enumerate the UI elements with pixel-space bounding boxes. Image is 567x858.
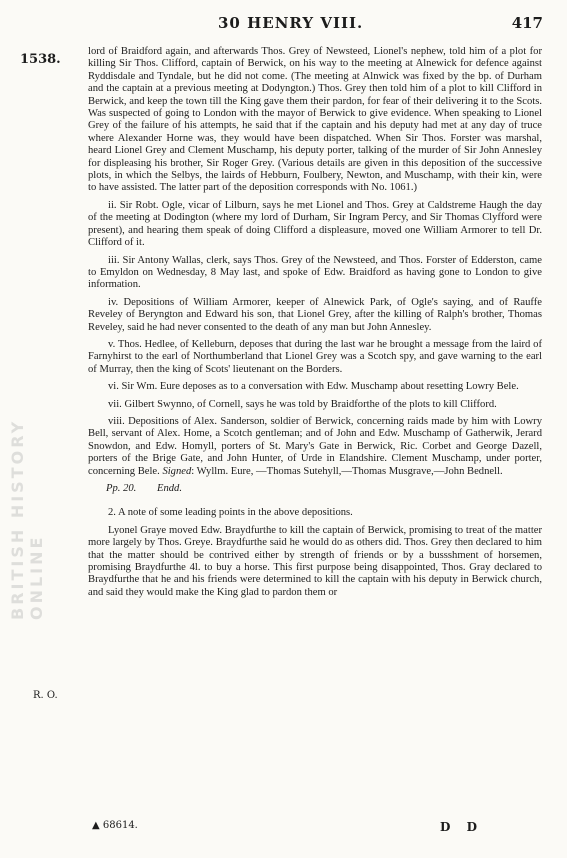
paragraph-1: lord of Braidford again, and afterwards Thos. Grey of Newsteed, Lionel's nephew, told him of a plot for killing Sir Thos. Clifford, captain of Berwick, on his way to the meeting at Alnewick for defence against Ryddisdale and Tyndale, but he did not come. (The meeting at Alnwick was fixed by the bp. of Durham and the captain at a previous meeting at Dodyngton.) Thos. Grey then told him of a plot to kill Clifford in Berwick, and keep the town till the King gave them their pardon, for fear of their delivering it to the Scots. Was suspected of going to London with the mayor of Berwick to give evidence. When speaking to Lionel Grey of the failure of his attempts, he said that if the captain and his deputy had met at any day of truce where Alexander Horne was, they would have been dispatched. When Sir Thos. Forster was marshal, heard Lionel Grey and Clement Muschamp, his deputy porter, talking of the murder of Sir John Annesley for displeasing his brother, Sir Roger Grey. (Various details are given in this deposition of the successive plots, in which the Selbys, the lairds of Hebburn, Foulbery, Newton, and Muschamp, with their kin, were to have assisted. The latter part of the deposition corresponds with No. 1061.) — [88, 46, 542, 194]
paragraph-iv: iv. Depositions of William Armorer, keeper of Alnewick Park, of Ogle's saying, and of Rauffe Reveley of Beryngton and Edward his son, that Lionel Grey, after the killing of Ralph's brother, Thomas Reveley, said he had never consented to the death of any man but John Annesley. — [88, 296, 542, 333]
signed-label: Signed — [162, 465, 192, 477]
paragraph-vi: vi. Sir Wm. Eure deposes as to a conversation with Edw. Muschamp about resetting Lowry Bele. — [108, 381, 519, 393]
paragraph-2-heading: 2. A note of some leading points in the above depositions. — [108, 507, 353, 519]
running-header — [0, 14, 567, 36]
page-footer — [0, 820, 567, 838]
document-body — [88, 46, 542, 604]
paragraph-v: v. Thos. Hedlee, of Kelleburn, deposes that during the last war he brought a message from the laird of Farnyhirst to the earl of Northumberland that Lionel Grey was a Scotch spy, and gave warning to the earl of Murray, then the king of Scots' lieutenant on the Borders. — [88, 338, 542, 375]
running-title: 30 HENRY VIII. — [218, 14, 364, 32]
pages-count: Pp. 20. — [106, 483, 137, 494]
signatures: : Wyllm. Eure, —Thomas Sutehyll,—Thomas Musgrave,—John Bednell. — [191, 465, 503, 477]
year-margin: 1538. — [20, 52, 61, 67]
paragraph-vii: vii. Gilbert Swynno, of Cornell, says he was told by Braidforthe of the plots to kill Clifford. — [108, 398, 497, 410]
paragraph-viii-text: viii. Depositions of Alex. Sanderson, soldier of Berwick, concerning raids made by him with Lowry Bell, servant of Alex. Home, a Scotch gentleman; and of John and Edw. Muschamp of Gatherwik, Jerard Snowdon, and Edw. Homyll, porters of St. Mary's Gate in Berwick, Ric. Corbet and George Dazell, porters of the Brige Gate, and John Hunter, of Urde in Elandshire. Clement Muschamp, under porter, concerning Bele. — [88, 415, 542, 477]
watermark: BRITISH HISTORY ONLINE — [8, 418, 46, 620]
page-number: 417 — [511, 14, 543, 32]
paragraph-viii — [88, 416, 542, 478]
pages-endorsed-line — [106, 483, 542, 495]
paragraph-iii: iii. Sir Antony Wallas, clerk, says Thos. Grey of the Newsteed, and Thos. Forster of Edderston, came to Emyldon on Wednesday, 8 May last, and spoke of Edw. Braidford as having gone to London to give information. — [88, 254, 542, 291]
print-code: ▲ 68614. — [92, 820, 138, 831]
margin-note-ro: R. O. — [33, 690, 58, 701]
paragraph-ii: ii. Sir Robt. Ogle, vicar of Lilburn, says he met Lionel and Thos. Grey at Caldstreme Haugh the day of the meeting at Dodington (where my lord of Durham, Sir Ingram Percy, and Sir Thomas Clyfford were present), and hearing them speak of doing Clifford a displeasure, moved one William Armorer to tell Dr. Clifford of it. — [88, 199, 542, 249]
signature-mark: D D — [440, 820, 483, 834]
endorsed: Endd. — [156, 483, 182, 494]
paragraph-2-body: Lyonel Graye moved Edw. Braydfurthe to kill the captain of Berwick, promising to treat of the matter more largely by Thos. Greye. Braydfurthe said he would do as others did. Thos. Grey then declared to him that the matter should be contrived either by strength of friends or by a bussshment of horsemen, promising Braydfurthe 4l. to buy a horse. This first purpose being disappointed, Thos. Gray declared to Braydfurthe that he and his friends were determined to kill the captain with his deputy in Berwick church, and said they would make the King glad to pardon them or — [88, 524, 542, 598]
